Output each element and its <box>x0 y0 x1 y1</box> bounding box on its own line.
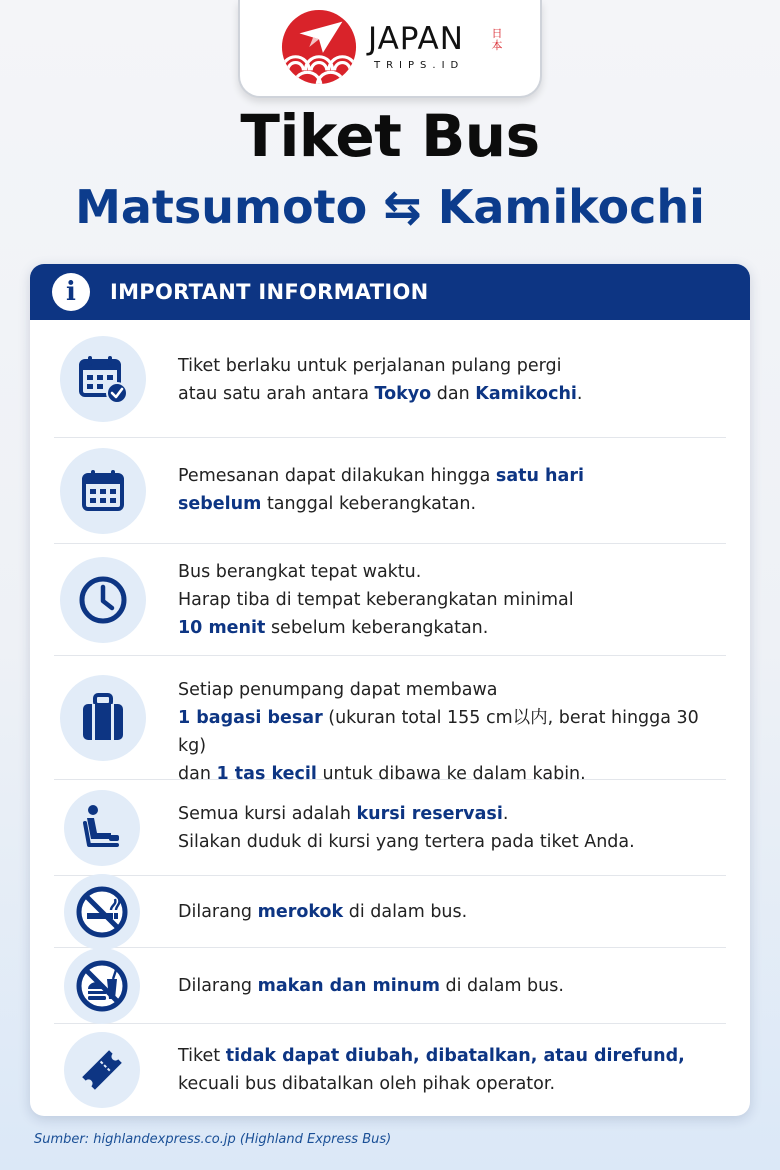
logo-kanji: 日本 <box>491 27 503 52</box>
body-text: di dalam bus. <box>439 976 564 996</box>
body-text: Harap tiba di tempat keberangkatan minimal <box>178 590 574 610</box>
body-text: Setiap penumpang dapat membawa <box>178 680 498 700</box>
highlight-text: Tokyo <box>374 384 432 404</box>
item-text <box>178 676 726 788</box>
highlight-text: tidak dapat diubah, dibatalkan, atau direfund, <box>225 1046 685 1066</box>
body-text: Silakan duduk di kursi yang tertera pada tiket Anda. <box>178 832 635 852</box>
highlight-text: makan dan minum <box>257 976 440 996</box>
no-smoking-icon <box>64 874 140 950</box>
card-header <box>30 264 750 320</box>
page-subtitle: Matsumoto ⇆ Kamikochi <box>75 180 705 234</box>
no-food-drink-icon <box>64 948 140 1024</box>
info-icon: i <box>52 273 90 311</box>
logo-box <box>238 0 542 98</box>
item-text <box>178 972 564 1000</box>
highlight-text: merokok <box>257 902 344 922</box>
highlight-text: satu hari <box>495 466 584 486</box>
body-text: atau satu arah antara <box>178 384 375 404</box>
list-item <box>54 780 726 876</box>
list-item <box>54 948 726 1024</box>
body-text: Dilarang <box>178 976 258 996</box>
ticket-icon <box>64 1032 140 1108</box>
body-text: tanggal keberangkatan. <box>261 494 477 514</box>
body-text: di dalam bus. <box>343 902 468 922</box>
body-text: Semua kursi adalah <box>178 804 357 824</box>
body-text: Dilarang <box>178 902 258 922</box>
logo-emblem-icon <box>280 8 358 86</box>
item-text <box>178 558 574 642</box>
page-title: Tiket Bus <box>240 102 540 170</box>
card-title: IMPORTANT INFORMATION <box>110 280 429 304</box>
luggage-icon <box>60 675 146 761</box>
item-text <box>178 352 582 408</box>
body-text: . <box>576 384 583 404</box>
body-text: sebelum keberangkatan. <box>265 618 489 638</box>
list-item <box>54 544 726 656</box>
item-text <box>178 800 635 856</box>
calendar-icon <box>60 448 146 534</box>
body-text: dan <box>178 764 217 784</box>
list-item <box>54 1024 726 1116</box>
body-text: . <box>502 804 509 824</box>
source-note: Sumber: highlandexpress.co.jp (Highland Express Bus) <box>34 1132 392 1147</box>
list-item <box>54 320 726 438</box>
body-text: dan <box>431 384 476 404</box>
clock-icon <box>60 557 146 643</box>
highlight-text: kursi reservasi <box>356 804 503 824</box>
logo-wordmark: JAPAN <box>368 21 464 57</box>
body-text: Pemesanan dapat dilakukan hingga <box>178 466 496 486</box>
info-card <box>30 264 750 1116</box>
item-text <box>178 462 584 518</box>
highlight-text: 1 tas kecil <box>216 764 317 784</box>
body-text: Tiket berlaku untuk perjalanan pulang pergi <box>178 356 562 376</box>
item-text <box>178 1042 685 1098</box>
body-text: kecuali bus dibatalkan oleh pihak operator. <box>178 1074 556 1094</box>
highlight-text: 1 bagasi besar <box>178 708 323 728</box>
body-text: (ukuran total 155 cm以内, berat hingga 30 kg) <box>178 708 699 756</box>
logo-subtext: TRIPS.ID <box>374 60 465 71</box>
body-text: Tiket <box>178 1046 226 1066</box>
list-item <box>54 876 726 948</box>
list-item <box>54 656 726 784</box>
body-text: Bus berangkat tepat waktu. <box>178 562 422 582</box>
seat-icon <box>64 790 140 866</box>
item-text <box>178 898 467 926</box>
highlight-text: 10 menit <box>178 618 266 638</box>
list-item <box>54 438 726 544</box>
calendar-check-icon <box>60 336 146 422</box>
highlight-text: Kamikochi <box>475 384 577 404</box>
body-text: untuk dibawa ke dalam kabin. <box>316 764 586 784</box>
highlight-text: sebelum <box>178 494 262 514</box>
